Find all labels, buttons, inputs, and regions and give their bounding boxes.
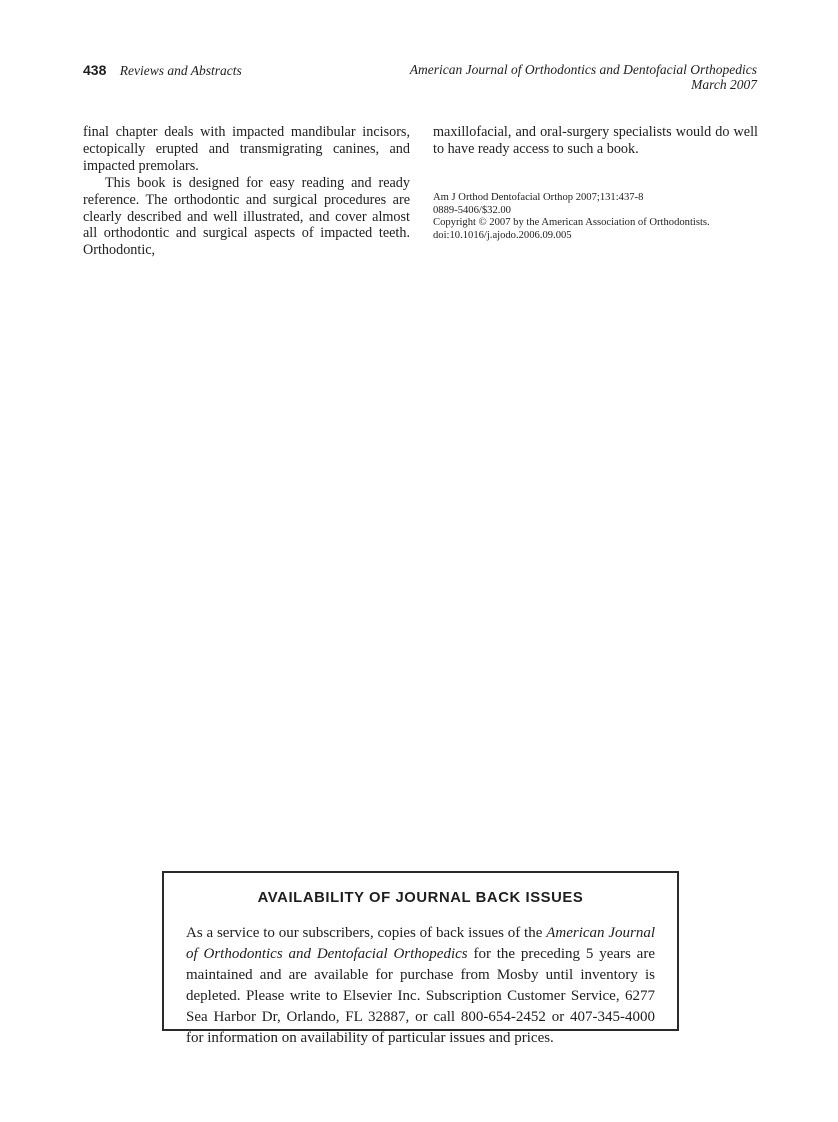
paragraph-continuation-right: maxillofacial, and oral-surgery specialists would do well to have ready access to such a book. xyxy=(433,124,758,157)
running-header-right xyxy=(410,62,757,92)
citation-doi: doi:10.1016/j.ajodo.2006.09.005 xyxy=(433,230,572,242)
section-title: Reviews and Abstracts xyxy=(119,63,242,78)
notice-journal-name: American Journal of Orthodontics and Dentofacial Orthopedics xyxy=(186,925,655,962)
notice-body-prefix: As a service to our subscribers, copies of back issues of the xyxy=(186,925,547,941)
citation-block xyxy=(433,192,758,243)
paragraph-book-review: This book is designed for easy reading and ready reference. The orthodontic and surgical procedures are clearly described and well illustrated, and cover almost all orthodontic and surgical aspects of impacted teeth. Orthodontic, xyxy=(83,174,410,259)
body-column-left xyxy=(83,124,410,259)
back-issues-notice-box xyxy=(162,871,679,1046)
notice-body xyxy=(186,923,655,1049)
journal-name: American Journal of Orthodontics and Dentofacial Orthopedics xyxy=(409,62,757,77)
citation-reference: Am J Orthod Dentofacial Orthop 2007;131:437-8 xyxy=(433,191,644,203)
running-header xyxy=(83,62,757,92)
citation-issn-price: 0889-5406/$32.00 xyxy=(433,204,511,216)
paragraph-continuation: final chapter deals with impacted mandibular incisors, ectopically erupted and transmigrating canines, and impacted premolars. xyxy=(83,124,410,174)
citation-copyright: Copyright © 2007 by the American Association of Orthodontists. xyxy=(433,217,710,229)
notice-body-suffix: for the preceding 5 years are maintained and are available for purchase from Mosby until inventory is depleted. Please write to Elsevier Inc. Subscription Customer Service, 6277 Sea Harbor Dr, Orlando, FL 32887, or call 800-654-2452 or 407-345-4000 for information on availability of particular issues and prices. xyxy=(186,946,655,1046)
page-number: 438 xyxy=(83,62,107,78)
notice-title: AVAILABILITY OF JOURNAL BACK ISSUES xyxy=(257,890,584,906)
body-column-right xyxy=(433,124,758,243)
issue-date: March 2007 xyxy=(691,77,757,92)
running-header-left xyxy=(83,62,242,79)
